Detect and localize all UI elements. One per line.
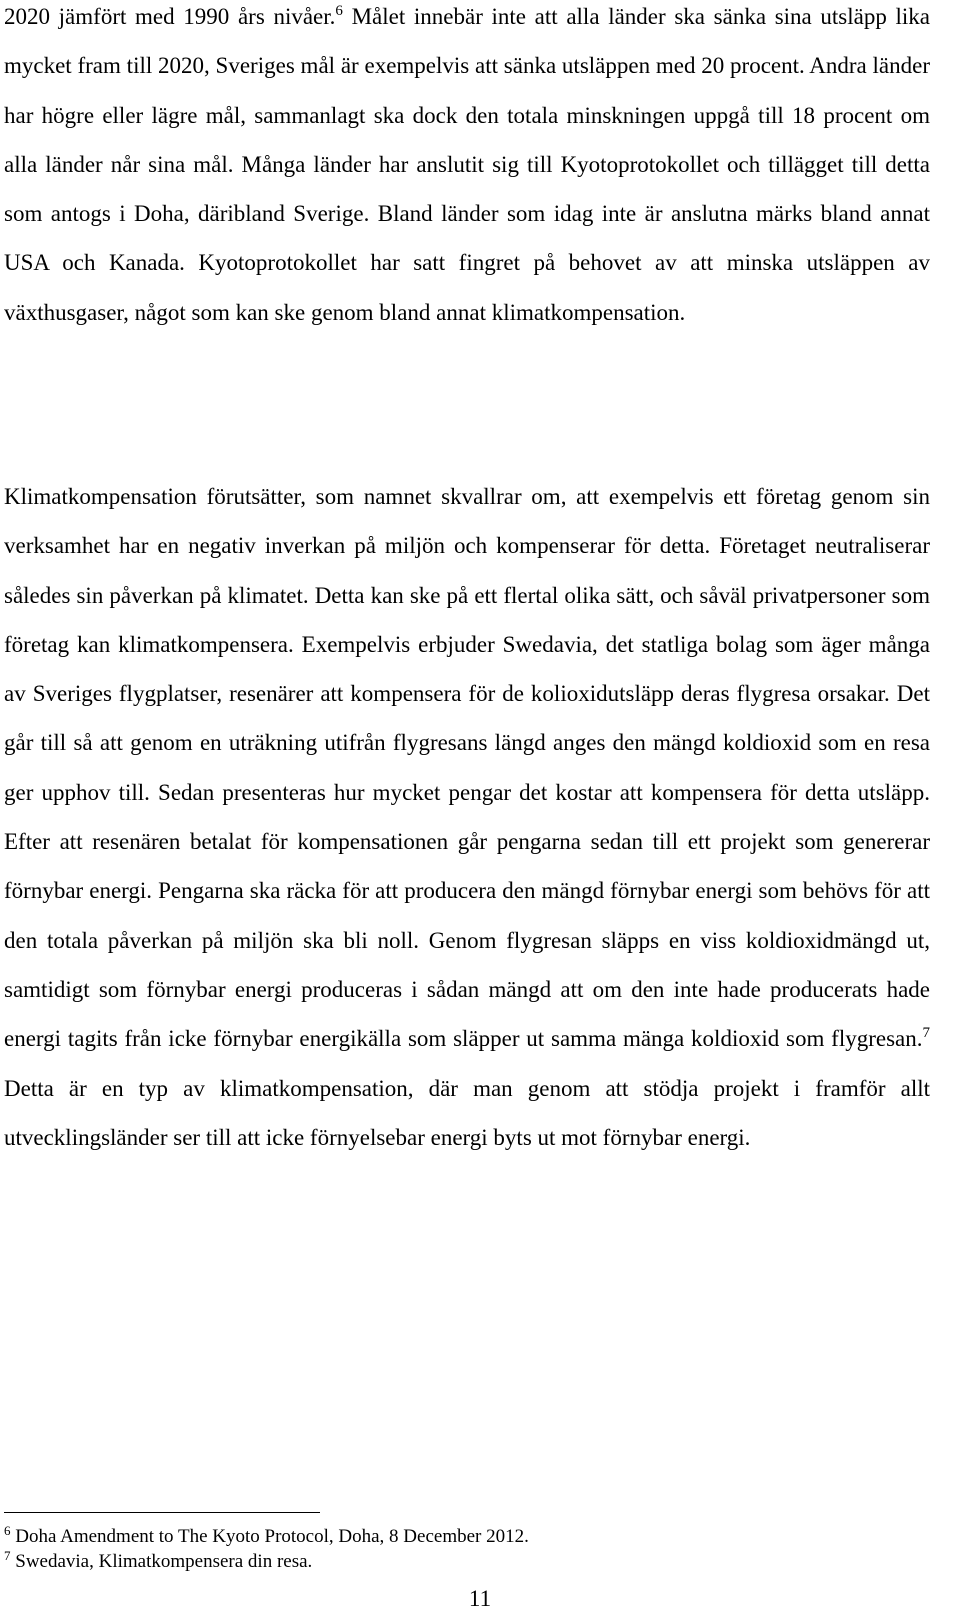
page-number: 11 (468, 1586, 492, 1611)
footnotes (4, 1524, 904, 1574)
footnote-separator (4, 1512, 320, 1513)
paragraph-1-text-b: Målet innebär inte att alla länder ska sänka sina utsläpp lika mycket fram till 2020, Sveriges mål är exempelvis att sänka utsläppen med 20 procent. Andra länder har högre eller lägre mål, sammanlagt ska dock den totala minskningen uppgå till 18 procent om alla länder når sina mål. Många länder har anslutit sig till Kyotoprotokollet och tillägget till detta som antogs i Doha, däribland Sverige. Bland länder som idag inte är anslutna märks bland annat USA och Kanada. Kyotoprotokollet har satt fingret på behovet av att minska utsläppen av växthusgaser, något som kan ske genom bland annat klimatkompensation. (4, 4, 931, 325)
paragraph-2-text-a: Klimatkompensation förutsätter, som namnet skvallrar om, att exempelvis ett företag genom sin verksamhet har en negativ inverkan på miljön och kompenserar för detta. Företaget neutraliserar således sin påverkan på klimatet. Detta kan ske på ett flertal olika sätt, och såväl privatpersoner som företag kan klimatkompensera. Exempelvis erbjuder Swedavia, det statliga bolag som äger många av Sveriges flygplatser, resenärer att kompensera för de kolioxidutsläpp deras flygresa orsakar. Det går till så att genom en uträkning utifrån flygresans längd anges den mängd koldioxid som en resa ger upphov till. Sedan presenteras hur mycket pengar det kostar att kompensera för detta utsläpp. Efter att resenären betalat för kompensationen går pengarna sedan till ett projekt som genererar förnybar energi. Pengarna ska räcka för att producera den mängd förnybar energi som behövs för att den totala påverkan på miljön ska bli noll. Genom flygresan släpps en viss koldioxidmängd ut, samtidigt som förnybar energi produceras i sådan mängd att om den inte hade producerats hade energi tagits från icke förnybar energikälla som släpper ut samma mänga koldioxid som flygresan. (4, 484, 930, 1052)
body-paragraph-1 (4, 0, 930, 337)
footnote-number: 6 (4, 1523, 11, 1538)
footnote-number: 7 (4, 1548, 11, 1563)
paragraph-1-text-a: 2020 jämfört med 1990 års nivåer. (4, 4, 336, 29)
footnote-reference-7[interactable]: 7 (922, 1025, 930, 1042)
footnote-text: Doha Amendment to The Kyoto Protocol, Doha, 8 December 2012. (10, 1526, 529, 1547)
footnote-7 (4, 1549, 904, 1574)
footnote-6 (4, 1524, 904, 1549)
footnote-reference-6[interactable]: 6 (335, 3, 343, 19)
paragraph-2-text-b: Detta är en typ av klimatkompensation, där man genom att stödja projekt i framför allt utvecklingsländer ser till att icke förnyelsebar energi byts ut mot förnybar energi. (4, 1075, 930, 1150)
footnote-text: Swedavia, Klimatkompensera din resa. (10, 1551, 313, 1572)
body-paragraph-2 (4, 472, 930, 1162)
